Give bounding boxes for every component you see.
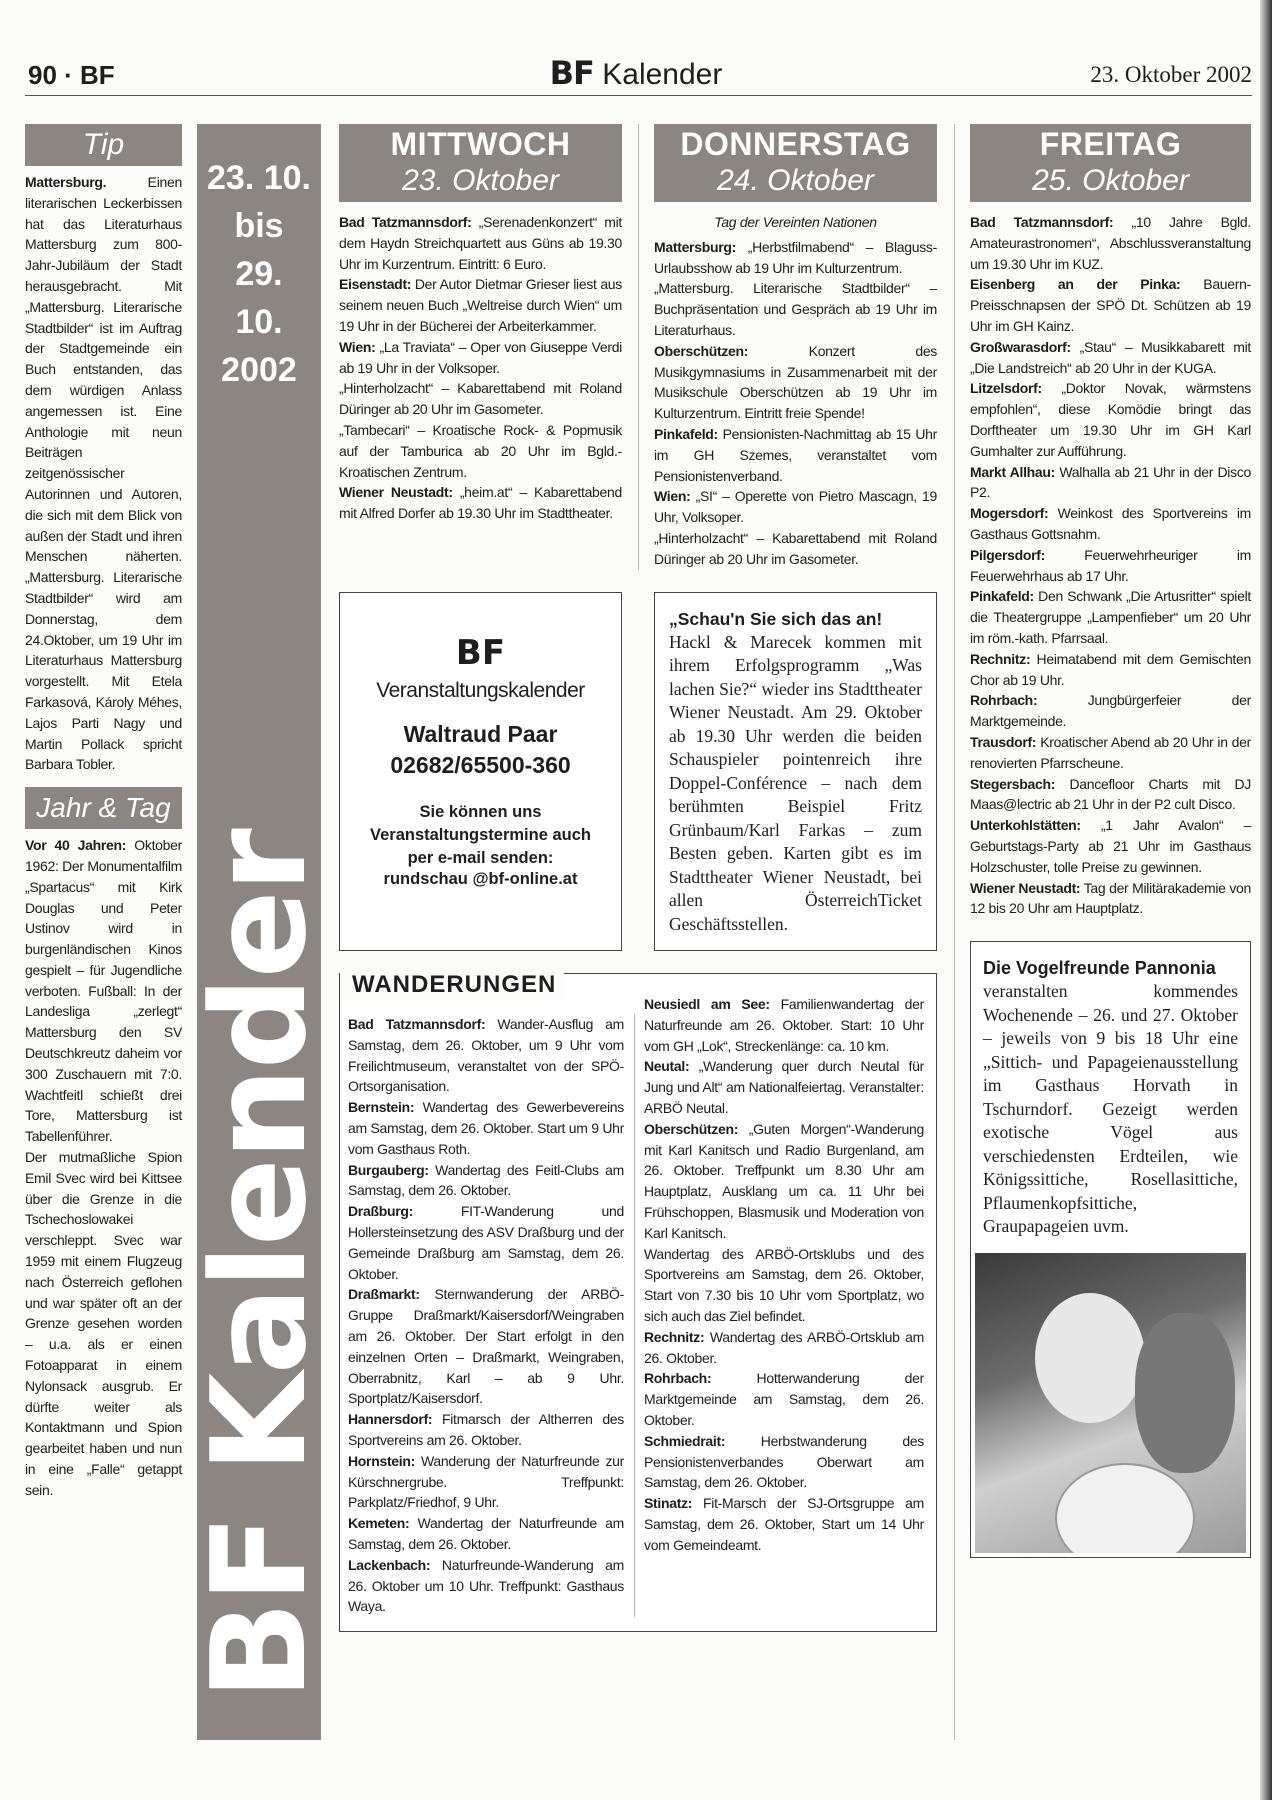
event-entry: [25, 835, 182, 1147]
event-text: Weinkost des Sportvereins im Gasthaus Gottsnahm.: [970, 505, 1251, 542]
header-rule: [25, 95, 1252, 96]
event-place: Hannersdorf:: [348, 1411, 433, 1428]
tip-heading: Tip: [25, 124, 182, 166]
event-text: „SI“ – Operette von Pietro Mascagn, 19 Uhr, Volksoper.: [654, 488, 937, 526]
jahrtag-heading: Jahr & Tag: [25, 787, 182, 829]
event-entry: [644, 1244, 924, 1327]
event-text: Bauern-Preisschnapsen der SPÖ Dt. Schützen ab 19 Uhr im GH Kainz.: [970, 276, 1251, 334]
event-entry: [644, 1431, 924, 1493]
event-place: Wiener Neustadt:: [339, 484, 453, 501]
middle-columns: [339, 124, 937, 1740]
event-place: Oberschützen:: [654, 342, 749, 359]
event-place: Wien:: [654, 488, 691, 505]
event-place: Eisenberg an der Pinka:: [970, 276, 1181, 293]
event-text: Familienwandertag der Naturfreunde am 26. Oktober. Start: 10 Uhr vom GH „Lok“, Streckenlänge: ca. 10 km.: [644, 996, 924, 1054]
event-entry: [339, 274, 622, 336]
event-entry: [644, 1056, 924, 1118]
event-place: Großwarasdorf:: [970, 338, 1071, 355]
event-entry: [339, 337, 622, 379]
event-place: Stinatz:: [644, 1495, 693, 1512]
event-place: Wiener Neustadt:: [970, 879, 1081, 896]
event-entry: [654, 424, 937, 486]
event-place: Bad Tatzmannsdorf:: [970, 214, 1114, 230]
event-entry: [654, 528, 937, 570]
event-place: Draßburg:: [348, 1203, 413, 1220]
event-entry: [348, 1409, 624, 1451]
date-range-banner: [183, 124, 335, 1740]
event-text: „heim.at“ – Kabarettabend mit Alfred Dorfer ab 19.30 Uhr im Stadttheater.: [339, 484, 622, 522]
event-text: „Tambecari“ – Kroatische Rock- & Popmusik auf der Tamburica ab 20 Uhr im Bgld.-Kroatischen Zentrum.: [339, 421, 622, 480]
event-place: Litzelsdorf:: [970, 380, 1042, 397]
schau-heading: „Schau'n Sie sich das an!: [669, 608, 883, 629]
photo-sign-logo: [1055, 1463, 1195, 1553]
event-text: Wander-Ausflug am Samstag, dem 26. Oktober, um 9 Uhr vom Freilichtmuseum, veranstaltet von der SPÖ-Ortsorganisation.: [348, 1016, 624, 1095]
mittwoch-column: [339, 124, 622, 570]
vertical-kalender: Kalender: [183, 829, 335, 1473]
event-text: Sternwanderung der ARBÖ-Gruppe Draßmarkt/Kaisersdorf/Weingraben am 26. Oktober. Der Start erfolgt in den einzelnen Orten – Draßmarkt, Weingraben, Oberrabnitz, Karl – ab 9 Uhr. Sportplatz/Kaisersdorf.: [348, 1286, 624, 1407]
event-text: „Doktor Novak, wärmstens empfohlen“, diese Komödie bringt das Dorftheater um 19.30 Uhr im GH Karl Gumhalter zur Aufführung.: [970, 380, 1251, 459]
section-title: [0, 54, 1272, 92]
schau-box: [654, 592, 937, 952]
event-place: Lackenbach:: [348, 1556, 431, 1573]
day-name: DONNERSTAG: [680, 126, 911, 162]
event-entry: [970, 337, 1251, 379]
event-entry: [970, 378, 1251, 461]
event-text: Hotterwanderung der Marktgemeinde am Samstag, dem 26. Oktober.: [644, 1370, 924, 1428]
vertical-brand: BF: [183, 1516, 335, 1700]
event-entry: [654, 341, 937, 424]
wanderungen-box: [339, 973, 937, 1632]
event-place: Markt Allhau:: [970, 463, 1056, 480]
event-text: „Wanderung quer durch Neutal für Jung und Alt“ am Nationalfeiertag. Veranstalter: ARBÖ Neutal.: [644, 1058, 924, 1117]
event-text: Fitmarsch der Altherren des Sportvereins am 26. Oktober.: [348, 1411, 624, 1448]
event-text: Jungbürgerfeier der Marktgemeinde.: [970, 692, 1251, 730]
event-text: Wandertag des Gewerbevereins am Samstag, dem 26. Oktober. Start um 9 Uhr vom Gasthaus Roth.: [348, 1099, 624, 1157]
date-line: 2002: [221, 351, 297, 389]
event-text: „1 Jahr Avalon“ – Geburtstags-Party ab 21 Uhr im Gasthaus Holzschuster, tolle Preise zu gewinnen.: [970, 817, 1251, 875]
day-date: 24. Oktober: [717, 164, 874, 197]
event-text: Heimatabend mit dem Gemischten Chor ab 19 Uhr.: [970, 650, 1251, 688]
event-entry: [348, 1284, 624, 1409]
event-text: Feuerwehrheuriger im Feuerwehrhaus ab 17 Uhr.: [970, 546, 1251, 584]
event-text: Herbstwanderung des Pensionistenverbandes Oberwart am Samstag, dem 26. Oktober.: [644, 1432, 924, 1491]
event-place: Oberschützen:: [644, 1120, 739, 1137]
event-text: „Hinterholzacht“ – Kabarettabend mit Roland Düringer ab 20 Uhr im Gasometer.: [654, 529, 937, 567]
event-entry: [644, 1119, 924, 1244]
event-entry: [644, 1368, 924, 1430]
event-place: Stegersbach:: [970, 775, 1056, 792]
photo-face: [1035, 1293, 1145, 1423]
date-line: 23. 10.: [207, 159, 311, 197]
freitag-column: [970, 124, 1251, 1740]
event-text: Fit-Marsch der SJ-Ortsgruppe am Samstag, dem 26. Oktober, Start um 14 Uhr vom Gemeindeamt.: [644, 1495, 924, 1553]
event-entry: [348, 1201, 624, 1284]
date-line: 10.: [235, 303, 283, 341]
donnerstag-subtitle: Tag der Vereinten Nationen: [714, 214, 877, 230]
event-entry: [970, 649, 1251, 691]
event-entry: [339, 482, 622, 524]
event-place: Hornstein:: [348, 1452, 416, 1469]
event-entry: [644, 994, 924, 1056]
vogel-text: veranstalten kommendes Wochenende – 26. und 27. Oktober – jeweils von 9 bis 18 Uhr eine „Sittich- und Papageienausstellung im Gasthaus Horvath in Tschurndorf. Gezeigt werden exotische Vögel aus verschiedensten Erdteilen, wie Königssittiche, Rosellasittiche, Pflaumenkopfsittiche, Graupapageien uvm.: [983, 981, 1238, 1237]
event-text: „Herbstfilmabend“ – Blaguss-Urlaubsshow ab 19 Uhr im Kulturzentrum.: [654, 238, 937, 276]
event-place: Rohrbach:: [644, 1370, 712, 1387]
vogel-heading: Die Vogelfreunde Pannonia: [983, 958, 1216, 979]
event-place: Schmiedrait:: [644, 1432, 726, 1449]
event-entry: [654, 486, 937, 528]
event-entry: [348, 1160, 624, 1202]
day-date: 25. Oktober: [1032, 164, 1189, 197]
event-text: Pensionisten-Nachmittag ab 15 Uhr im GH Szemes, veranstaltet vom Pensionistenverband.: [654, 425, 937, 484]
event-text: „La Traviata“ – Oper von Giuseppe Verdi ab 19 Uhr in der Volksoper.: [339, 338, 622, 376]
event-text: Oktober 1962: Der Monumentalfilm „Spartacus“ mit Kirk Douglas und Peter Ustinov wird in burgenländischen Kinos gespielt – für Jugendliche verboten. Fußball: In der Landesliga „zerlegt“ Mattersburg den SV Deutschkreutz daheim vor 300 Zuschauern mit 7:0. Wachtfeitl schießt drei Tore, Mattersburg ist Tabellenführer.: [25, 837, 182, 1145]
event-text: Der Autor Dietmar Grieser liest aus seinem neuen Buch „Weltreise durch Wien“ um 19 Uhr in der Bücherei der Arbeiterkammer.: [339, 276, 622, 334]
jahrtag-article: [25, 835, 182, 1501]
page-number: 90 · BF: [28, 60, 115, 90]
schau-text: Hackl & Marecek kommen mit ihrem Erfolgsprogramm „Was lachen Sie?“ wieder ins Stadttheater Wiener Neustadt. Am 29. Oktober ab 19.30 Uhr werden die beiden Schauspieler pointenreich ihre Doppel-Conférence – nach dem berühmten Beispiel Fritz Grünbaum/Karl Farkas – zum Besten geben. Karten gibt es im Stadttheater Wiener Neustadt, bei allen ÖsterreichTicket Geschäftsstellen.: [669, 631, 922, 934]
tip-article: [25, 172, 182, 775]
event-entry: [970, 503, 1251, 545]
event-entry: [348, 1513, 624, 1555]
event-text: „Hinterholzacht“ – Kabarettabend mit Roland Düringer ab 20 Uhr im Gasometer.: [339, 380, 622, 418]
event-place: Neusiedl am See:: [644, 996, 770, 1013]
event-text: Walhalla ab 21 Uhr in der Disco P2.: [970, 463, 1252, 501]
event-entry: [970, 212, 1251, 274]
event-place: Pinkafeld:: [654, 425, 718, 442]
brand-logo: BF: [549, 54, 594, 92]
event-place: Rechnitz:: [970, 650, 1031, 667]
bf-contact-box: [339, 592, 622, 952]
freitag-heading: [970, 124, 1251, 202]
event-text: Wandertag des Feitl-Clubs am Samstag, dem 26. Oktober.: [348, 1161, 624, 1199]
event-entry: [339, 212, 622, 274]
event-entry: [970, 586, 1251, 648]
column-divider: [954, 124, 955, 1740]
event-place: Eisenstadt:: [339, 276, 412, 293]
tip-text: Einen literarischen Leckerbissen hat das Literaturhaus Mattersburg zum 800-Jahr-Jubiläum der Stadt herausgebracht. Mit „Mattersburg. Literarische Stadtbilder“ ist im Auftrag der Stadtgemeinde ein Buch entstanden, das dem würdigen Anlass angemessen ist. Eine Anthologie mit neun Beiträgen zeitgenössischer Autorinnen und Autoren, die sich mit dem Blick von außen der Stadt und ihren Menschen näherten. „Mattersburg. Literarische Stadtbilder“ wird am Donnerstag, dem 24.Oktober, um 19 Uhr im Literaturhaus Mattersburg vorgestellt. Mit Etela Farkasová, Károly Méhes, Lajos Parti Nagy und Martin Pollack spricht Barbara Tobler.: [25, 174, 182, 773]
day-name: MITTWOCH: [390, 126, 571, 162]
event-entry: [970, 878, 1251, 920]
event-entry: [644, 1327, 924, 1369]
day-name: FREITAG: [1039, 126, 1182, 162]
event-entry: [970, 462, 1251, 504]
mittwoch-heading: [339, 124, 622, 202]
event-place: Trausdorf:: [970, 733, 1037, 750]
wanderungen-right: [644, 994, 924, 1556]
event-entry: [348, 1451, 624, 1513]
event-text: Kroatischer Abend ab 20 Uhr in der renovierten Pfarrscheune.: [970, 733, 1251, 771]
event-entry: [970, 545, 1251, 587]
event-place: Unterkohlstätten:: [970, 817, 1081, 834]
page-edge: [1260, 0, 1272, 1800]
wanderungen-left: [348, 1014, 624, 1617]
date-range: [197, 124, 321, 394]
event-text: „Stau“ – Musikkabarett mit „Die Landstreich“ ab 20 Uhr in der KUGA.: [970, 338, 1251, 376]
photo-boy-with-parrot: [975, 1253, 1246, 1553]
event-entry: [970, 274, 1251, 336]
event-place: Mattersburg:: [654, 238, 736, 255]
event-place: Pinkafeld:: [970, 588, 1034, 605]
event-text: „Serenadenkonzert“ mit dem Haydn Streichquartett aus Güns ab 19.30 Uhr im Kurzentrum. Eintritt: 6 Euro.: [339, 214, 623, 272]
contact-name: Waltraud Paar: [403, 720, 558, 747]
event-entry: [339, 420, 622, 482]
mittwoch-events: [339, 212, 622, 524]
donnerstag-events: [654, 237, 937, 570]
event-entry: [644, 1493, 924, 1555]
event-place: Neutal:: [644, 1058, 690, 1075]
freitag-events: [970, 212, 1251, 919]
day-date: 23. Oktober: [402, 164, 559, 197]
donnerstag-heading: [654, 124, 937, 202]
event-place: Rechnitz:: [644, 1328, 705, 1345]
vogelfreunde-box: [970, 941, 1251, 1558]
event-text: FIT-Wanderung und Hollersteinsetzung des ASV Draßburg und der Gemeinde Draßburg am Samstag, dem 26. Oktober.: [348, 1203, 624, 1282]
column-divider: [638, 124, 639, 570]
event-text: Tag der Militärakademie von 12 bis 20 Uhr am Hauptplatz.: [970, 879, 1251, 917]
event-text: Den Schwank „Die Artusritter“ spielt die Theatergruppe „Lampenfieber“ um 20 Uhr im röm.-kath. Pfarrsaal.: [970, 588, 1251, 646]
event-place: Bernstein:: [348, 1099, 415, 1116]
tip-place: Mattersburg.: [25, 174, 107, 190]
event-place: Rohrbach:: [970, 692, 1038, 709]
event-entry: [25, 1147, 182, 1501]
event-text: Der mutmaßliche Spion Emil Svec wird bei Kittsee über die Grenze in die Tschechoslowakei verschleppt. Svec war 1959 mit einem Flugzeug nach Österreich geflohen und war später oft an der Grenze gesehen worden – u.a. als er einen Fotoapparat in einem Nylonsack ausgrub. Er dürfte weiter als Kontaktmann und Spion gearbeitet haben und nun in eine „Falle“ getappt sein.: [25, 1149, 182, 1498]
event-place: Bad Tatzmannsdorf:: [339, 214, 472, 230]
vertical-title: [183, 829, 335, 1700]
event-place: Vor 40 Jahren:: [25, 837, 127, 854]
wanderungen-right-column: [644, 996, 924, 1617]
column-divider: [634, 1014, 635, 1617]
event-text: „Guten Morgen“-Wanderung mit Karl Kanitsch und Radio Burgenland, am 26. Oktober. Treffpunkt um 8.30 Uhr am Hauptplatz, Ausklang um ca. 11 Uhr bei Frühschoppen, Blasmusik und Moderation von Karl Kanitsch.: [644, 1120, 924, 1241]
photo-parrot: [1135, 1313, 1235, 1473]
event-text: Wandertag des ARBÖ-Ortsklub am 26. Oktober.: [644, 1328, 924, 1366]
wanderungen-heading: WANDERUNGEN: [340, 970, 564, 1000]
date-line: 29.: [235, 255, 283, 293]
event-text: Wandertag des ARBÖ-Ortsklubs und des Sportvereins am Samstag, dem 26. Oktober, Start von 7.30 bis 10 Uhr vom Sportplatz, wo sich auch das Ziel befindet.: [644, 1245, 924, 1324]
event-place: Burgauberg:: [348, 1161, 429, 1178]
event-place: Mogersdorf:: [970, 505, 1049, 522]
event-place: Kemeten:: [348, 1515, 410, 1532]
event-text: Wandertag der Naturfreunde am Samstag, dem 26. Oktober.: [348, 1515, 624, 1552]
contact-phone[interactable]: 02682/65500-360: [390, 751, 571, 778]
event-place: Draßmarkt:: [348, 1286, 420, 1303]
event-text: „10 Jahre Bgld. Amateurastronomen“, Abschlussveranstaltung um 19.30 Uhr im KUZ.: [970, 214, 1251, 272]
event-place: Wien:: [339, 338, 376, 355]
bf-logo: BF: [455, 632, 506, 673]
event-text: Naturfreunde-Wanderung am 26. Oktober um 10 Uhr. Treffpunkt: Gasthaus Waya.: [348, 1556, 624, 1615]
bf-box-title: Veranstaltungskalender: [376, 678, 585, 702]
event-text: Dancefloor Charts mit DJ Maas@lectric ab 21 Uhr in der P2 cult Disco.: [970, 775, 1251, 813]
event-entry: [970, 815, 1251, 877]
contact-email[interactable]: rundschau @bf-online.at: [383, 869, 578, 888]
date-line: bis: [234, 207, 284, 245]
event-text: Wanderung der Naturfreunde zur Kürschnergrube. Treffpunkt: Parkplatz/Friedhof, 9 Uhr.: [348, 1452, 624, 1511]
event-text: Konzert des Musikgymnasiums in Zusammenarbeit mit der Musikschule Oberschützen ab 19 Uhr im Kulturzentrum. Eintritt freie Spende!: [654, 342, 937, 422]
event-entry: [970, 774, 1251, 816]
left-column: [25, 124, 182, 1740]
email-note: Sie können uns Veranstaltungstermine auch per e-mail senden:: [370, 802, 591, 867]
event-entry: [348, 1555, 624, 1617]
event-entry: [654, 237, 937, 279]
event-place: Bad Tatzmannsdorf:: [348, 1016, 486, 1033]
donnerstag-column: [654, 124, 937, 570]
event-entry: [970, 690, 1251, 732]
event-entry: [348, 1097, 624, 1159]
page-body: [25, 124, 1251, 1780]
event-place: Pilgersdorf:: [970, 546, 1045, 563]
event-entry: [339, 378, 622, 420]
event-text: „Mattersburg. Literarische Stadtbilder“ –Buchpräsentation und Gespräch ab 19 Uhr im Literaturhaus.: [654, 280, 937, 338]
event-entry: [970, 732, 1251, 774]
issue-date: 23. Oktober 2002: [1090, 62, 1252, 87]
event-entry: [654, 278, 937, 340]
event-entry: [348, 1014, 624, 1097]
section-name: Kalender: [602, 58, 723, 91]
